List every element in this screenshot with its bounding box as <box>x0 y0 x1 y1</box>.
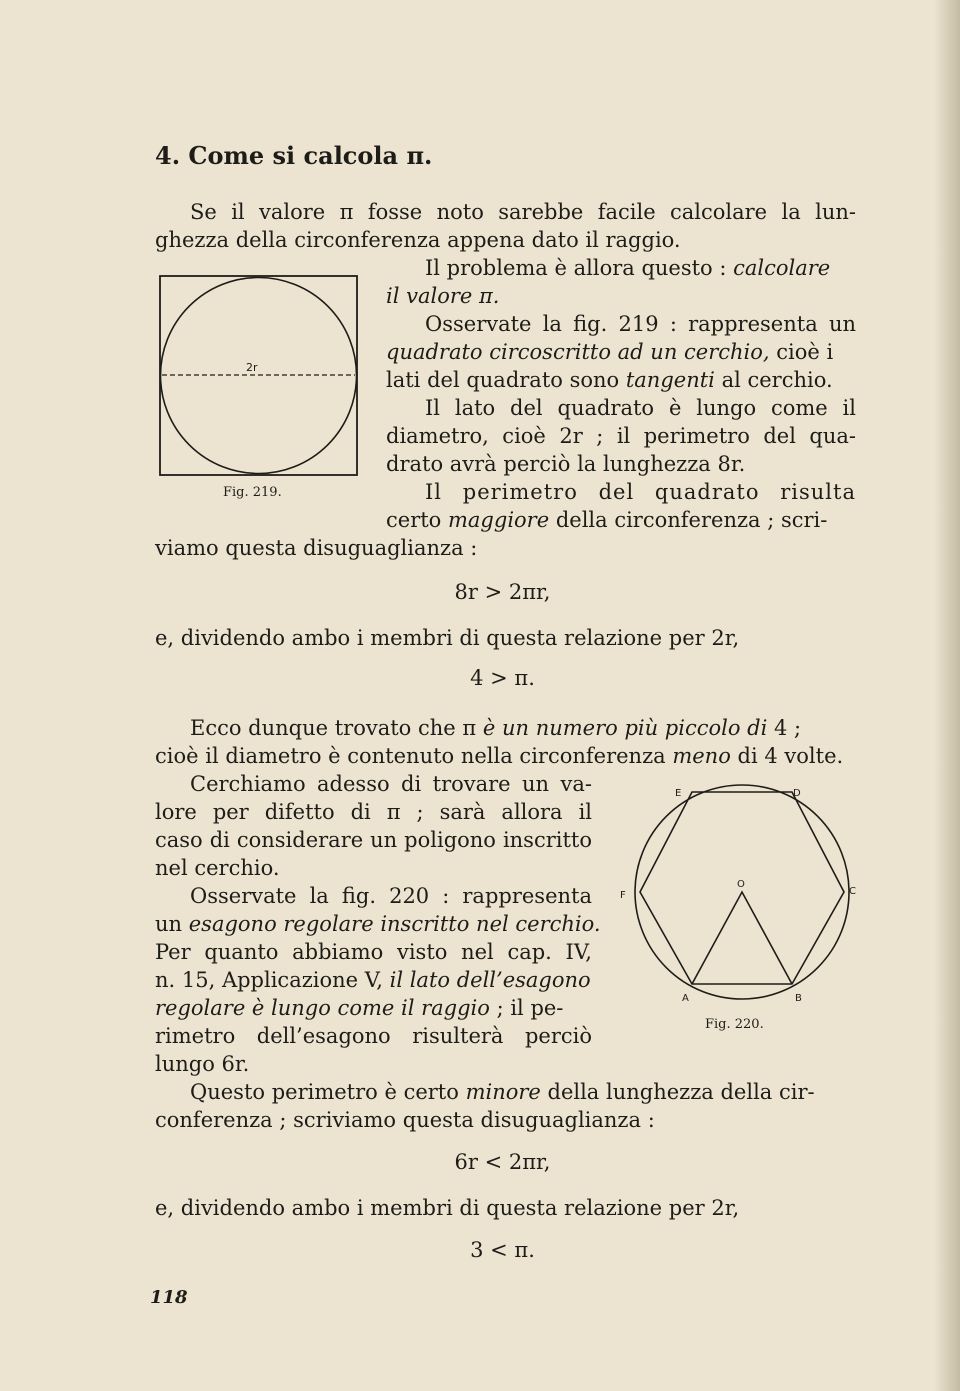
center-label-o: O <box>737 879 745 890</box>
text-line: Il perimetro del quadrato risulta <box>425 480 856 504</box>
text-line: Il lato del quadrato è lungo come il <box>425 396 856 420</box>
text-line: Se il valore π fosse noto sarebbe facile calcolare la lun- <box>190 200 856 224</box>
text-line: lungo 6r. <box>155 1052 250 1076</box>
text-line: e, dividendo ambo i membri di questa relazione per 2r, <box>155 626 740 650</box>
text-line: cioè il diametro è contenuto nella circonferenza meno di 4 volte. <box>155 744 844 768</box>
text-line: Cerchiamo adesso di trovare un va- <box>190 772 592 796</box>
text-line: quadrato circoscritto ad un cerchio, cioè i <box>386 340 834 364</box>
figure-219 <box>150 268 365 508</box>
page-number: 118 <box>150 1287 188 1308</box>
vertex-label-b: B <box>795 993 802 1004</box>
text-line: Osservate la fig. 220 : rappresenta <box>190 884 592 908</box>
text-line: conferenza ; scriviamo questa disuguaglianza : <box>155 1108 655 1132</box>
figure-220-caption: Fig. 220. <box>705 1017 764 1032</box>
vertex-label-c: C <box>849 886 856 897</box>
text-line: lati del quadrato sono tangenti al cerchio. <box>386 368 833 392</box>
text-line: certo maggiore della circonferenza ; scri- <box>386 508 828 532</box>
center-triangle <box>692 892 792 984</box>
text-line: Ecco dunque trovato che π è un numero più piccolo di 4 ; <box>190 716 802 740</box>
equation: 3 < π. <box>470 1238 535 1262</box>
vertex-label-f: F <box>620 890 626 901</box>
text-line: rimetro dell’esagono risulterà perciò <box>155 1024 592 1048</box>
equation: 4 > π. <box>470 666 535 690</box>
text-line: Osservate la fig. 219 : rappresenta un <box>425 312 856 336</box>
figure-219-caption: Fig. 219. <box>223 485 282 500</box>
text-line: caso di considerare un poligono inscritto <box>155 828 592 852</box>
figure-220 <box>612 772 870 1044</box>
equation: 6r < 2πr, <box>454 1150 551 1174</box>
text-line: regolare è lungo come il raggio ; il pe- <box>155 996 564 1020</box>
page-edge-shadow <box>934 0 960 1391</box>
text-line: viamo questa disuguaglianza : <box>155 536 478 560</box>
text-line: nel cerchio. <box>155 856 280 880</box>
text-line: drato avrà perciò la lunghezza 8r. <box>386 452 746 476</box>
vertex-label-a: A <box>682 993 689 1004</box>
vertex-label-e: E <box>675 788 682 799</box>
vertex-label-d: D <box>793 788 801 799</box>
text-line: il valore π. <box>386 284 500 308</box>
text-line: ghezza della circonferenza appena dato il raggio. <box>155 228 681 252</box>
text-line: e, dividendo ambo i membri di questa relazione per 2r, <box>155 1196 740 1220</box>
text-line: Questo perimetro è certo minore della lunghezza della cir- <box>190 1080 815 1104</box>
text-line: diametro, cioè 2r ; il perimetro del qua- <box>386 424 856 448</box>
equation: 8r > 2πr, <box>454 580 551 604</box>
text-line: Per quanto abbiamo visto nel cap. IV, <box>155 940 592 964</box>
text-line: n. 15, Applicazione V, il lato dell’esagono <box>155 968 591 992</box>
text-line: Il problema è allora questo : calcolare <box>425 256 831 280</box>
text-line: lore per difetto di π ; sarà allora il <box>155 800 592 824</box>
diameter-label: 2r <box>246 361 258 374</box>
section-heading: 4. Come si calcola π. <box>155 141 433 170</box>
text-line: un esagono regolare inscritto nel cerchio. <box>155 912 601 936</box>
